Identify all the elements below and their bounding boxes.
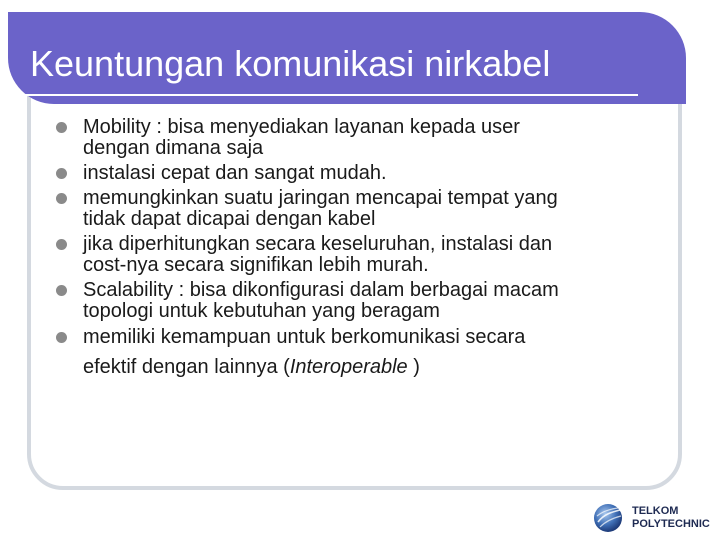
bullet-text-suffix: ) [407, 356, 420, 378]
title-bar [8, 12, 686, 104]
bullet-dot-icon [56, 122, 67, 133]
bullet-text-continued: cost-nya secara signifikan lebih murah. [83, 254, 429, 276]
bullet-text-continued: dengan dimana saja [83, 137, 264, 159]
telkom-polytechnic-logo [592, 500, 714, 536]
bullet-text: instalasi cepat dan sangat mudah. [83, 162, 387, 184]
bullet-item-mobility [52, 117, 662, 159]
bullet-dot-icon [56, 285, 67, 296]
bullet-text: Mobility : bisa menyediakan layanan kepada user [83, 116, 520, 138]
globe-icon [592, 502, 624, 534]
logo-line-2: POLYTECHNIC [632, 518, 710, 530]
bullet-list [52, 117, 662, 386]
bullet-text: memungkinkan suatu jaringan mencapai tempat yang [83, 187, 558, 209]
bullet-text-prefix: efektif dengan lainnya ( [83, 356, 290, 378]
bullet-dot-icon [56, 332, 67, 343]
bullet-text: jika diperhitungkan secara keseluruhan, instalasi dan [83, 233, 553, 255]
bullet-dot-icon [56, 239, 67, 250]
bullet-text-italic: Interoperable [289, 356, 408, 378]
bullet-text: memiliki kemampuan untuk berkomunikasi secara [83, 326, 526, 348]
bullet-text: Scalability : bisa dikonfigurasi dalam berbagai macam [83, 279, 559, 301]
slide-title: Keuntungan komunikasi nirkabel [30, 43, 551, 84]
bullet-item-interoperable [52, 322, 662, 382]
logo-line-1: TELKOM [632, 505, 679, 517]
bullet-item-biaya [52, 234, 662, 276]
bullet-dot-icon [56, 168, 67, 179]
bullet-item-jangkauan [52, 188, 662, 230]
title-underline [8, 94, 638, 96]
bullet-text-continued: tidak dapat dicapai dengan kabel [83, 208, 376, 230]
bullet-text-continued: topologi untuk kebutuhan yang beragam [83, 300, 440, 322]
bullet-item-instalasi [52, 163, 662, 184]
bullet-item-scalability [52, 280, 662, 322]
bullet-dot-icon [56, 193, 67, 204]
logo-text [632, 505, 710, 531]
